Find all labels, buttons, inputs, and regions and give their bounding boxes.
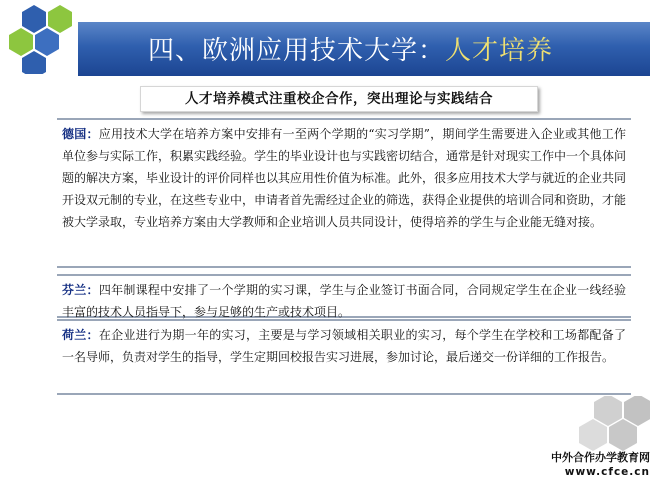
subtitle-box [140,86,538,112]
page-title [148,33,553,69]
section-netherlands-text [62,324,626,368]
watermark-site-name: 中外合作办学教育网 [551,451,650,464]
netherlands-body: 在企业进行为期一年的实习，主要是与学习领域相关职业的实习，每个学生在学校和工场都配备了一名导师，负责对学生的指导，学生定期回校报告实习进展，参加讨论，最后递交一份详细的工作报告。 [62,328,626,364]
watermark [520,450,650,480]
section-finland [57,274,631,318]
country-label-finland: 芬兰： [62,283,99,297]
country-label-netherlands: 荷兰： [62,328,99,342]
title-accent: 人才培养 [445,36,554,66]
germany-body: 应用技术大学在培养方案中安排有一至两个学期的“实习学期”，期间学生需要进入企业或其他工作单位参与实际工作，积累实践经验。学生的毕业设计也与实践密切结合，通常是针对现实工作中一个具体问题的解决方案，毕业设计的评价同样也以其应用性价值为标准。此外，很多应用技术大学与就近的企业共同开设双元制的专业，在这些专业中，申请者首先需经过企业的筛选，获得企业提供的培训合同和资助，才能被大学录取，专业培养方案由大学教师和企业培训人员共同设计，使得培养的学生与企业能无缝对接。 [62,127,627,229]
section-germany [57,118,631,268]
section-finland-text [62,279,626,323]
title-prefix: 四、欧洲应用技术大学： [148,36,446,66]
subtitle: 人才培养模式注重校企合作，突出理论与实践结合 [185,91,493,107]
country-label-germany: 德国： [62,127,99,141]
section-netherlands [57,319,631,395]
hexagon-decoration-icon [554,396,650,456]
watermark-url: www.cfce.cn [564,466,650,478]
hexagon-logo-icon [2,2,82,74]
section-germany-text [62,123,626,233]
finland-body: 四年制课程中安排了一个学期的实习课，学生与企业签订书面合同，合同规定学生在企业一线经验丰富的技术人员指导下，参与足够的生产或技术项目。 [62,283,626,319]
